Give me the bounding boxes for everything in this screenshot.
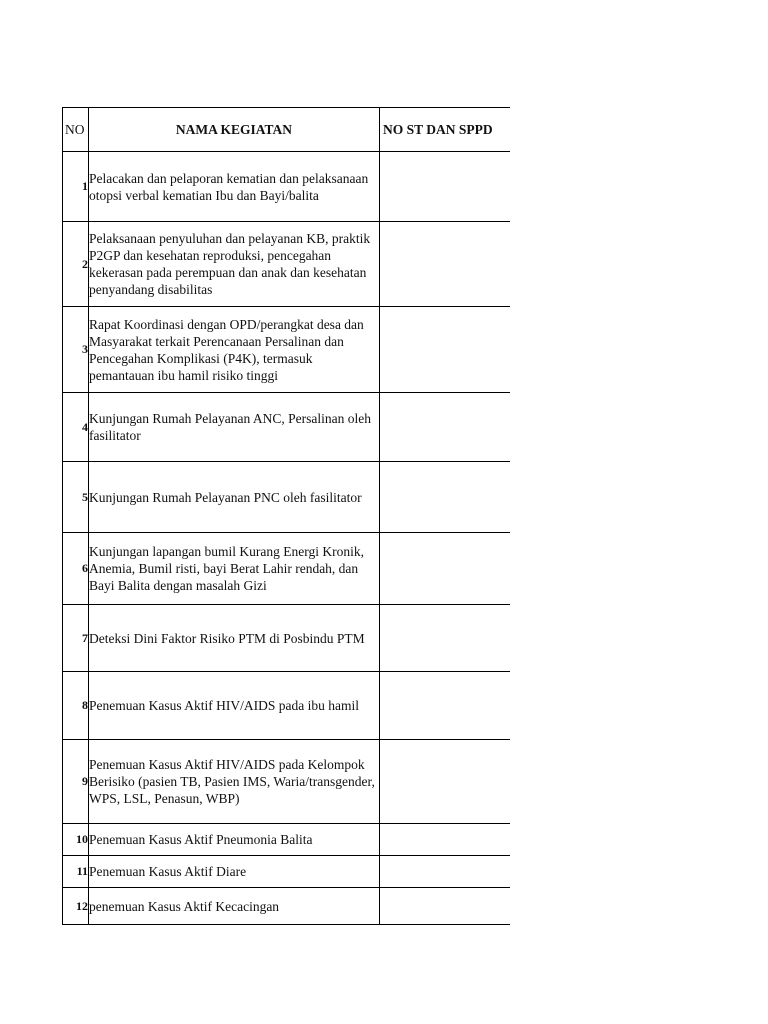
row-st-sppd-cell[interactable] — [380, 533, 510, 605]
row-number: 1 — [63, 152, 89, 222]
row-number: 5 — [63, 462, 89, 533]
row-activity-name: Pelacakan dan pelaporan kematian dan pelaksanaan otopsi verbal kematian Ibu dan Bayi/balita — [89, 152, 380, 222]
row-activity-name: Penemuan Kasus Aktif HIV/AIDS pada Kelompok Berisiko (pasien TB, Pasien IMS, Waria/transgender, WPS, LSL, Penasun, WBP) — [89, 740, 380, 824]
row-activity-name: penemuan Kasus Aktif Kecacingan — [89, 888, 380, 925]
table-row — [63, 888, 510, 925]
row-activity-name: Pelaksanaan penyuluhan dan pelayanan KB, praktik P2GP dan kesehatan reproduksi, pencegahan kekerasan pada perempuan dan anak dan kesehatan penyandang disabilitas — [89, 222, 380, 307]
row-st-sppd-cell[interactable] — [380, 605, 510, 672]
row-number: 9 — [63, 740, 89, 824]
row-number: 4 — [63, 393, 89, 462]
header-nama-kegiatan: NAMA KEGIATAN — [89, 108, 380, 152]
row-number: 7 — [63, 605, 89, 672]
table-row — [63, 222, 510, 307]
row-number: 8 — [63, 672, 89, 740]
header-no: NO — [63, 108, 89, 152]
table-row — [63, 856, 510, 888]
table-row — [63, 462, 510, 533]
row-st-sppd-cell[interactable] — [380, 393, 510, 462]
row-number: 10 — [63, 824, 89, 856]
row-st-sppd-cell[interactable] — [380, 740, 510, 824]
table-row — [63, 740, 510, 824]
row-number: 2 — [63, 222, 89, 307]
row-activity-name: Rapat Koordinasi dengan OPD/perangkat desa dan Masyarakat terkait Perencanaan Persalinan dan Pencegahan Komplikasi (P4K), termasuk pemantauan ibu hamil risiko tinggi — [89, 307, 380, 393]
row-activity-name: Kunjungan Rumah Pelayanan ANC, Persalinan oleh fasilitator — [89, 393, 380, 462]
row-st-sppd-cell[interactable] — [380, 222, 510, 307]
table-row — [63, 672, 510, 740]
row-number: 3 — [63, 307, 89, 393]
kegiatan-table — [62, 107, 510, 925]
row-activity-name: Deteksi Dini Faktor Risiko PTM di Posbindu PTM — [89, 605, 380, 672]
table-row — [63, 393, 510, 462]
table-row — [63, 533, 510, 605]
row-st-sppd-cell[interactable] — [380, 824, 510, 856]
row-activity-name: Kunjungan Rumah Pelayanan PNC oleh fasilitator — [89, 462, 380, 533]
row-st-sppd-cell[interactable] — [380, 307, 510, 393]
row-st-sppd-cell[interactable] — [380, 152, 510, 222]
row-st-sppd-cell[interactable] — [380, 462, 510, 533]
table-row — [63, 824, 510, 856]
row-st-sppd-cell[interactable] — [380, 672, 510, 740]
table-row — [63, 307, 510, 393]
header-no-st-sppd: NO ST DAN SPPD — [380, 108, 510, 152]
table-row — [63, 605, 510, 672]
row-st-sppd-cell[interactable] — [380, 888, 510, 925]
row-activity-name: Penemuan Kasus Aktif HIV/AIDS pada ibu hamil — [89, 672, 380, 740]
table-row — [63, 152, 510, 222]
row-number: 6 — [63, 533, 89, 605]
row-activity-name: Penemuan Kasus Aktif Diare — [89, 856, 380, 888]
row-activity-name: Kunjungan lapangan bumil Kurang Energi Kronik, Anemia, Bumil risti, bayi Berat Lahir rendah, dan Bayi Balita dengan masalah Gizi — [89, 533, 380, 605]
row-number: 12 — [63, 888, 89, 925]
row-st-sppd-cell[interactable] — [380, 856, 510, 888]
row-activity-name: Penemuan Kasus Aktif Pneumonia Balita — [89, 824, 380, 856]
table-header-row — [63, 108, 510, 152]
row-number: 11 — [63, 856, 89, 888]
